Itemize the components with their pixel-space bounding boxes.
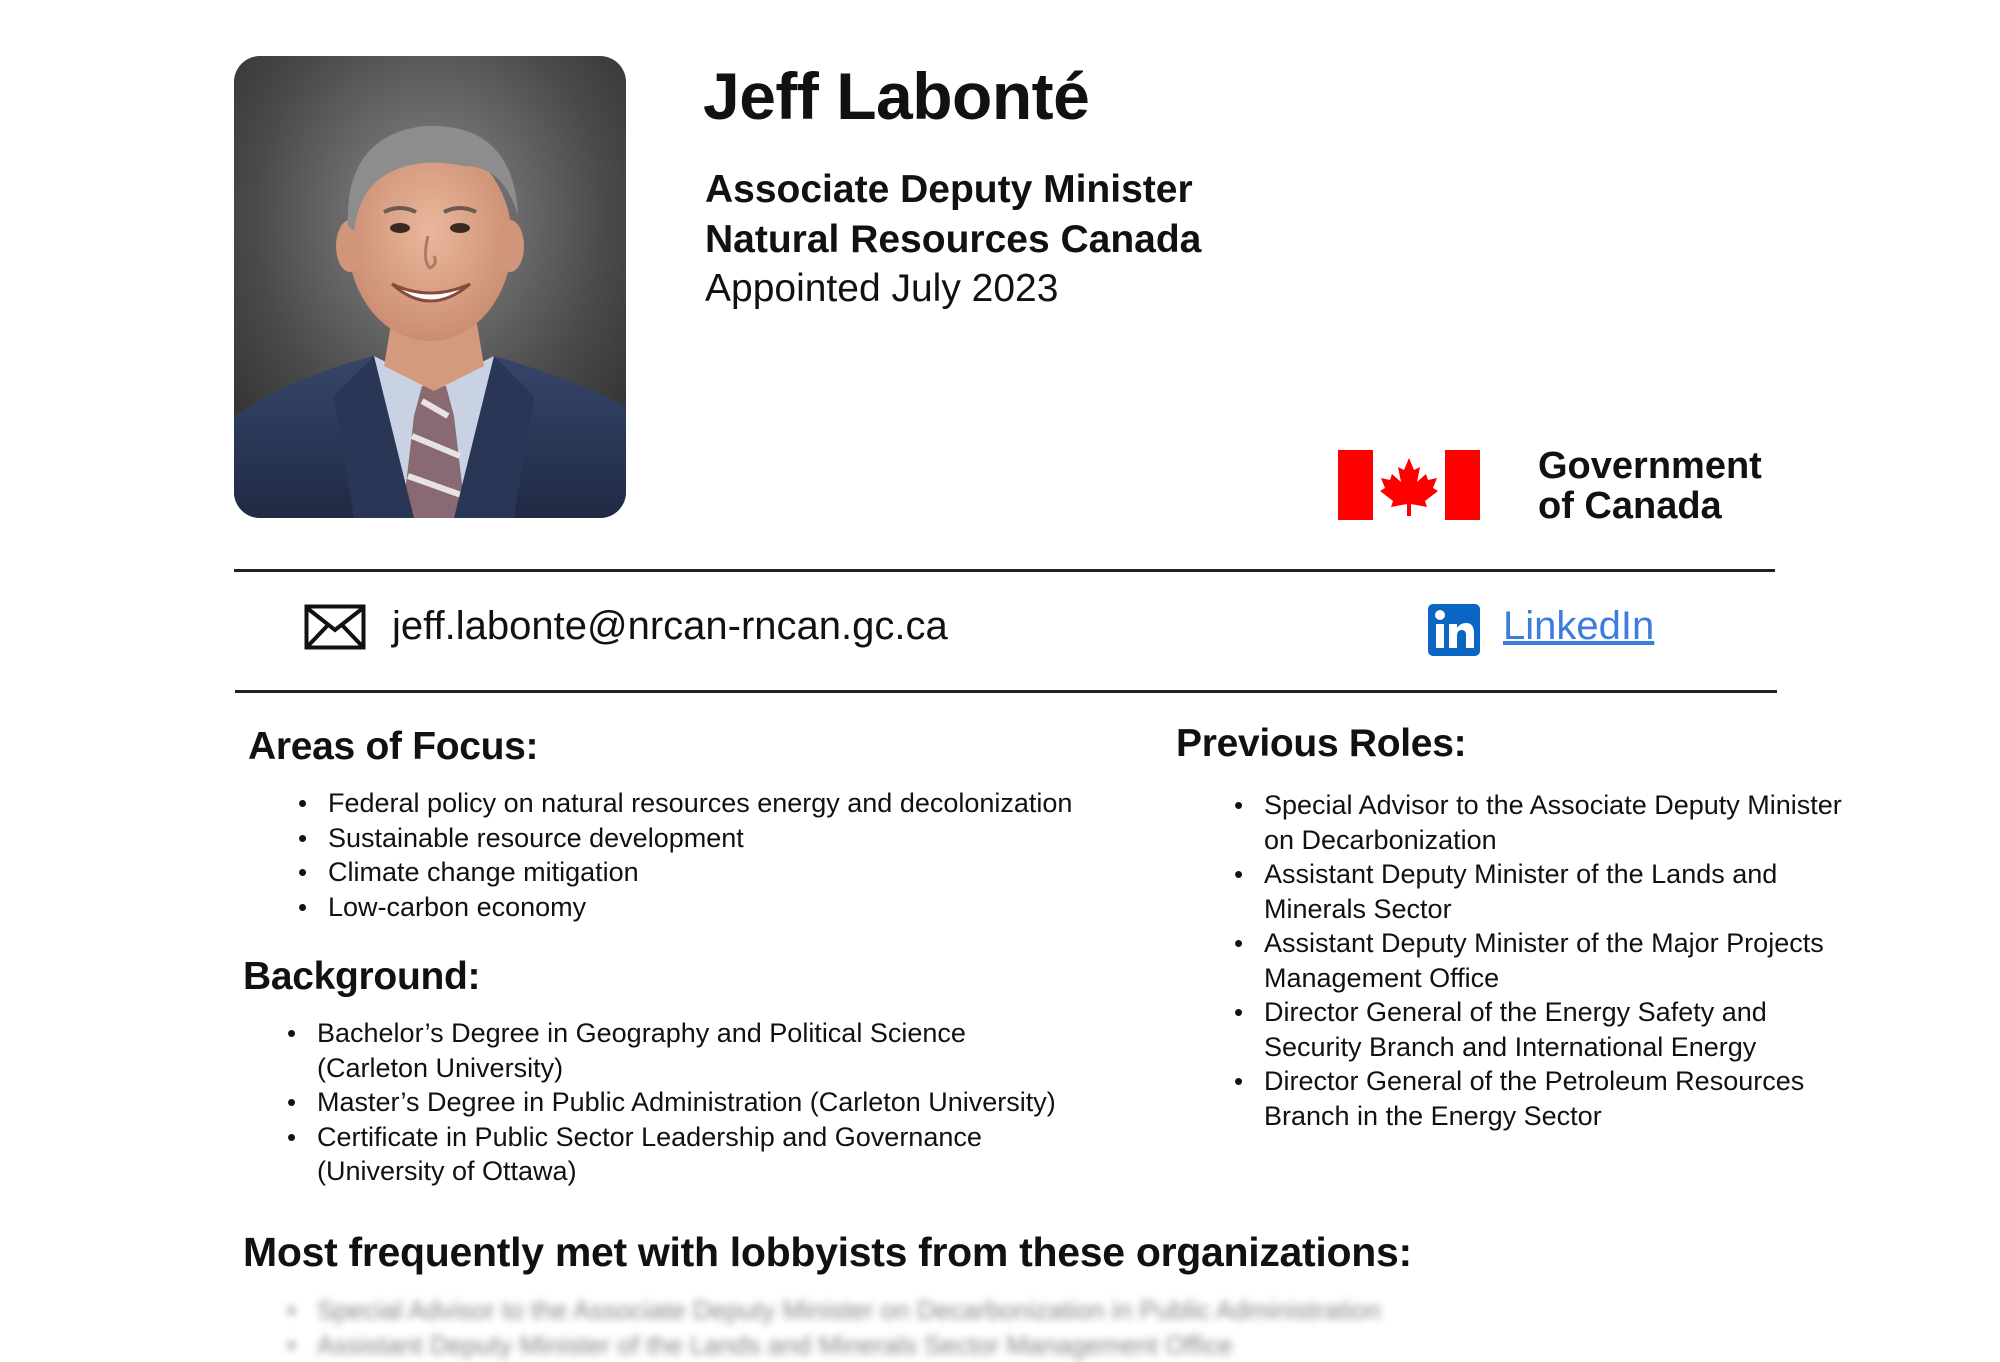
email-address[interactable]: jeff.labonte@nrcan-rncan.gc.ca bbox=[392, 604, 948, 649]
linkedin-link[interactable]: LinkedIn bbox=[1503, 604, 1654, 649]
list-item: • Low-carbon economy bbox=[328, 890, 1072, 925]
areas-of-focus-heading: Areas of Focus: bbox=[248, 725, 538, 769]
appointment-date: Appointed July 2023 bbox=[705, 267, 1058, 311]
job-title: Associate Deputy Minister bbox=[705, 168, 1193, 212]
top-divider bbox=[234, 569, 1775, 572]
list-item: • Climate change mitigation bbox=[328, 855, 1072, 890]
wordmark-line-1: Government bbox=[1538, 446, 1762, 486]
list-item: • Federal policy on natural resources energy and decolonization bbox=[328, 786, 1072, 821]
profile-photo bbox=[234, 56, 626, 518]
canada-flag-icon bbox=[1338, 450, 1480, 520]
list-item: • Bachelor’s Degree in Geography and Political Science (Carleton University) bbox=[317, 1016, 1077, 1085]
list-item: • Director General of the Energy Safety and Security Branch and International Energy bbox=[1264, 995, 1844, 1064]
list-item: • Sustainable resource development bbox=[328, 821, 1072, 856]
list-item: • Assistant Deputy Minister of the Lands and Minerals Sector bbox=[1264, 857, 1844, 926]
portrait-image bbox=[234, 56, 626, 518]
wordmark-line-2: of Canada bbox=[1538, 486, 1762, 526]
areas-of-focus-list bbox=[328, 786, 1072, 924]
previous-roles-heading: Previous Roles: bbox=[1176, 722, 1466, 766]
list-item: • Master’s Degree in Public Administration (Carleton University) bbox=[317, 1085, 1077, 1120]
lobbyists-list-blurred bbox=[317, 1293, 1537, 1362]
profile-name: Jeff Labonté bbox=[703, 58, 1089, 134]
list-item: • Assistant Deputy Minister of the Major Projects Management Office bbox=[1264, 926, 1844, 995]
linkedin-icon[interactable] bbox=[1428, 604, 1480, 656]
list-item: • Director General of the Petroleum Resources Branch in the Energy Sector bbox=[1264, 1064, 1844, 1133]
envelope-icon bbox=[304, 604, 366, 650]
list-item: • Certificate in Public Sector Leadership and Governance (University of Ottawa) bbox=[317, 1120, 1077, 1189]
previous-roles-list bbox=[1264, 788, 1844, 1133]
list-item: • Special Advisor to the Associate Deputy Minister on Decarbonization bbox=[1264, 788, 1844, 857]
list-item: • Special Advisor to the Associate Deputy Minister on Decarbonization in Public Administration bbox=[317, 1293, 1537, 1328]
government-wordmark bbox=[1538, 446, 1762, 526]
bottom-divider bbox=[235, 690, 1777, 693]
background-heading: Background: bbox=[243, 955, 480, 999]
list-item: • Assistant Deputy Minister of the Lands and Minerals Sector Management Office bbox=[317, 1328, 1537, 1362]
background-list bbox=[317, 1016, 1077, 1189]
government-of-canada-logo bbox=[1338, 446, 1768, 526]
lobbyists-heading: Most frequently met with lobbyists from these organizations: bbox=[243, 1229, 1412, 1276]
department-name: Natural Resources Canada bbox=[705, 218, 1201, 262]
